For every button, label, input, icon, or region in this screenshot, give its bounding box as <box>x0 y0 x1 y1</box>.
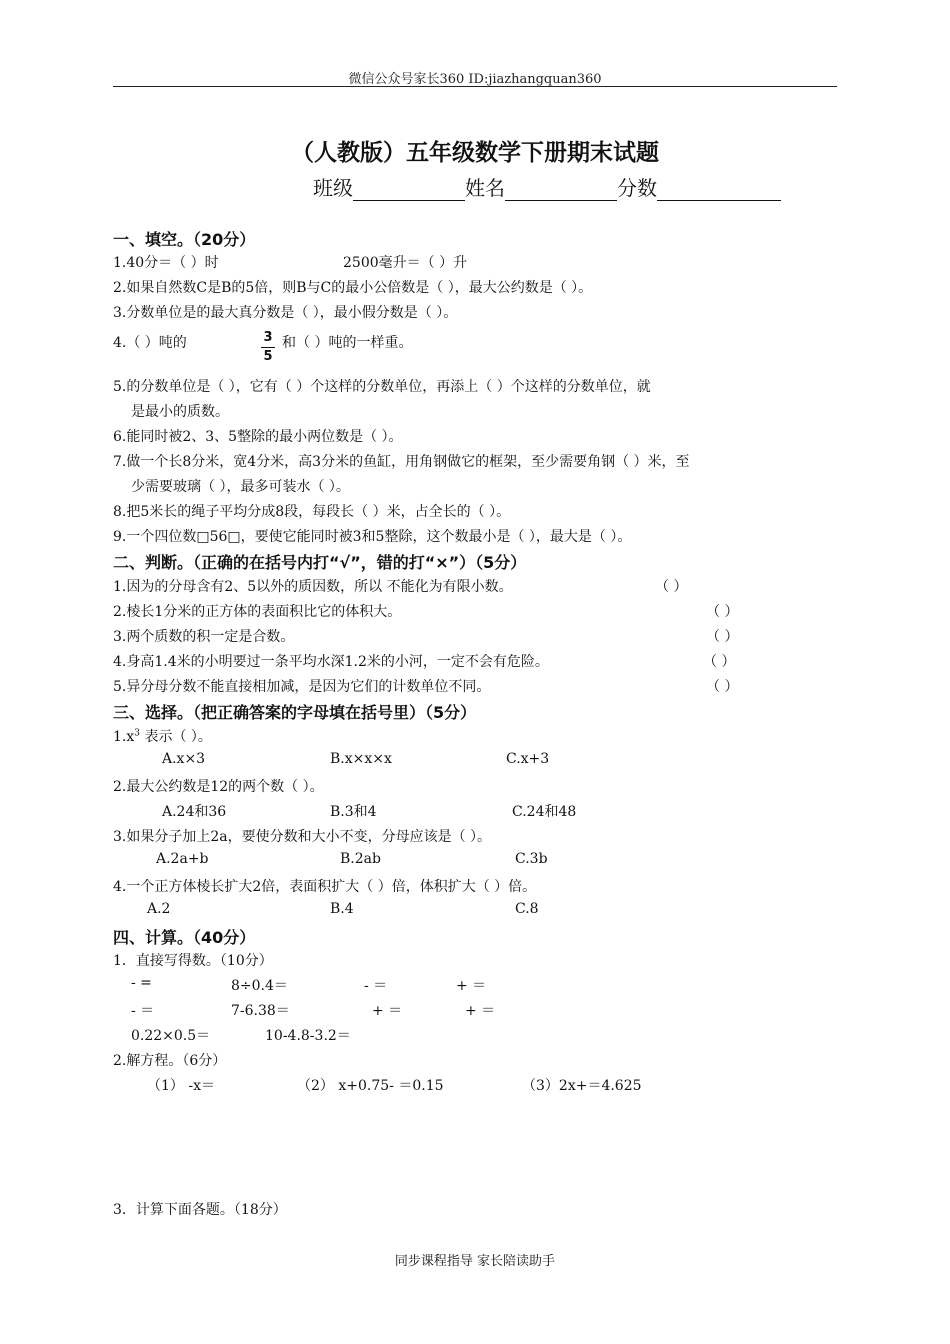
header-rule <box>113 86 837 87</box>
choice-question-4: 4.一个正方体棱长扩大2倍，表面积扩大（ ）倍，体积扩大（ ）倍。 <box>113 879 537 895</box>
fraction-denominator: 5 <box>263 349 273 364</box>
choice-question-3: 3.如果分子加上2a，要使分数和大小不变，分母应该是（ ）。 <box>113 829 492 845</box>
question-1-1b: 2500毫升＝（ ）升 <box>343 255 468 271</box>
choice-option-b[interactable]: B.3和4 <box>330 804 377 820</box>
choice-1-prefix: 1.x <box>113 729 135 745</box>
choice-option-a[interactable]: A.x×3 <box>162 751 206 767</box>
calc-item: - = <box>131 975 152 991</box>
exponent: 3 <box>134 728 140 739</box>
fraction-bar <box>261 347 275 348</box>
question-1-6: 6.能同时被2、3、5整除的最小两位数是（ ）。 <box>113 429 403 445</box>
class-label: 班级 <box>313 176 353 200</box>
page-header: 微信公众号家长360 ID:jiazhangquan360 <box>348 72 602 87</box>
question-1-7a: 7.做一个长8分米，宽4分米，高3分米的鱼缸，用角钢做它的框架，至少需要角钢（ ）米，至 <box>113 454 690 470</box>
calc-item: 10-4.8-3.2＝ <box>265 1028 351 1044</box>
calc-item: - ＝ <box>364 978 388 994</box>
choice-option-c[interactable]: C.8 <box>515 901 539 917</box>
judge-item: 2.棱长1分米的正方体的表面积比它的体积大。 <box>113 604 402 620</box>
equation-2: （2） x+0.75- ＝0.15 <box>297 1078 444 1094</box>
section-1-heading: 一、填空。（20分） <box>113 230 256 249</box>
choice-1-suffix: 表示（ ）。 <box>140 729 212 745</box>
calc-part-1-title: 1．直接写得数。（10分） <box>113 953 273 969</box>
choice-question-2: 2.最大公约数是12的两个数（ ）。 <box>113 779 324 795</box>
score-label: 分数 <box>617 176 657 200</box>
calc-item: - ＝ <box>131 1003 155 1019</box>
choice-option-a[interactable]: A.24和36 <box>162 804 227 820</box>
question-1-5b: 是最小的质数。 <box>131 404 229 420</box>
judge-answer-bracket[interactable]: （ ） <box>706 629 739 645</box>
choice-option-a[interactable]: A.2 <box>147 901 171 917</box>
question-1-9: 9.一个四位数□56□，要使它能同时被3和5整除，这个数最小是（ ），最大是（ ）。 <box>113 529 632 545</box>
question-1-7b: 少需要玻璃（ ），最多可装水（ ）。 <box>131 479 350 495</box>
calc-item: 0.22×0.5＝ <box>131 1028 211 1044</box>
judge-item: 3.两个质数的积一定是合数。 <box>113 629 295 645</box>
name-label: 姓名 <box>465 176 505 200</box>
question-1-8: 8.把5米长的绳子平均分成8段，每段长（ ）米，占全长的（ ）。 <box>113 504 511 520</box>
judge-answer-bracket[interactable]: （ ） <box>706 604 739 620</box>
score-blank[interactable] <box>657 178 781 201</box>
question-1-3: 3.分数单位是的最大真分数是（ ），最小假分数是（ ）。 <box>113 305 458 321</box>
calc-item: + ＝ <box>372 1003 403 1019</box>
fraction-numerator: 3 <box>263 330 273 345</box>
calc-item: + ＝ <box>456 978 487 994</box>
judge-item: 5.异分母分数不能直接相加减，是因为它们的计数单位不同。 <box>113 679 491 695</box>
calc-item: + ＝ <box>465 1003 496 1019</box>
judge-item: 4.身高1.4米的小明要过一条平均水深1.2米的小河，一定不会有危险。 <box>113 654 549 670</box>
section-4-heading: 四、计算。（40分） <box>113 928 256 947</box>
choice-option-b[interactable]: B.x×x×x <box>330 751 392 767</box>
section-3-heading: 三、选择。（把正确答案的字母填在括号里）（5分） <box>113 703 477 722</box>
page-footer: 同步课程指导 家长陪读助手 <box>394 1254 556 1269</box>
judge-answer-bracket[interactable]: （ ） <box>706 679 739 695</box>
choice-question-1 <box>113 726 212 746</box>
calc-item: 7-6.38＝ <box>231 1003 290 1019</box>
judge-item: 1.因为的分母含有2、5以外的质因数，所以 不能化为有限小数。 <box>113 579 513 595</box>
calc-item: 8÷0.4＝ <box>231 978 288 994</box>
question-1-1a: 1.40分＝（ ）时 <box>113 255 219 271</box>
question-1-5a: 5.的分数单位是（ ），它有（ ）个这样的分数单位，再添上（ ）个这样的分数单位，就 <box>113 379 651 395</box>
choice-option-c[interactable]: C.24和48 <box>512 804 577 820</box>
equation-3: （3）2x+＝4.625 <box>522 1078 642 1094</box>
section-2-heading: 二、判断。（正确的在括号内打“√”，错的打“×”）（5分） <box>113 553 527 572</box>
choice-option-b[interactable]: B.2ab <box>340 851 381 867</box>
name-blank[interactable] <box>505 178 617 201</box>
equation-1: （1） -x＝ <box>147 1078 215 1094</box>
choice-option-a[interactable]: A.2a+b <box>156 851 209 867</box>
calc-part-2-title: 2.解方程。（6分） <box>113 1053 227 1069</box>
question-1-4b: 和（ ）吨的一样重。 <box>282 335 413 351</box>
question-1-4a: 4.（ ）吨的 <box>113 335 187 351</box>
choice-option-c[interactable]: C.x+3 <box>506 751 550 767</box>
choice-option-b[interactable]: B.4 <box>330 901 354 917</box>
judge-answer-bracket[interactable]: （ ） <box>655 579 688 595</box>
page-title: （人教版）五年级数学下册期末试题 <box>291 140 659 166</box>
fraction-3-5 <box>261 330 275 365</box>
student-info-fields <box>313 172 781 201</box>
question-1-2: 2.如果自然数C是B的5倍，则B与C的最小公倍数是（ ），最大公约数是（ ）。 <box>113 280 593 296</box>
judge-answer-bracket[interactable]: （ ） <box>703 654 736 670</box>
choice-option-c[interactable]: C.3b <box>515 851 548 867</box>
calc-part-3-title: 3．计算下面各题。（18分） <box>113 1202 287 1218</box>
class-blank[interactable] <box>353 178 465 201</box>
